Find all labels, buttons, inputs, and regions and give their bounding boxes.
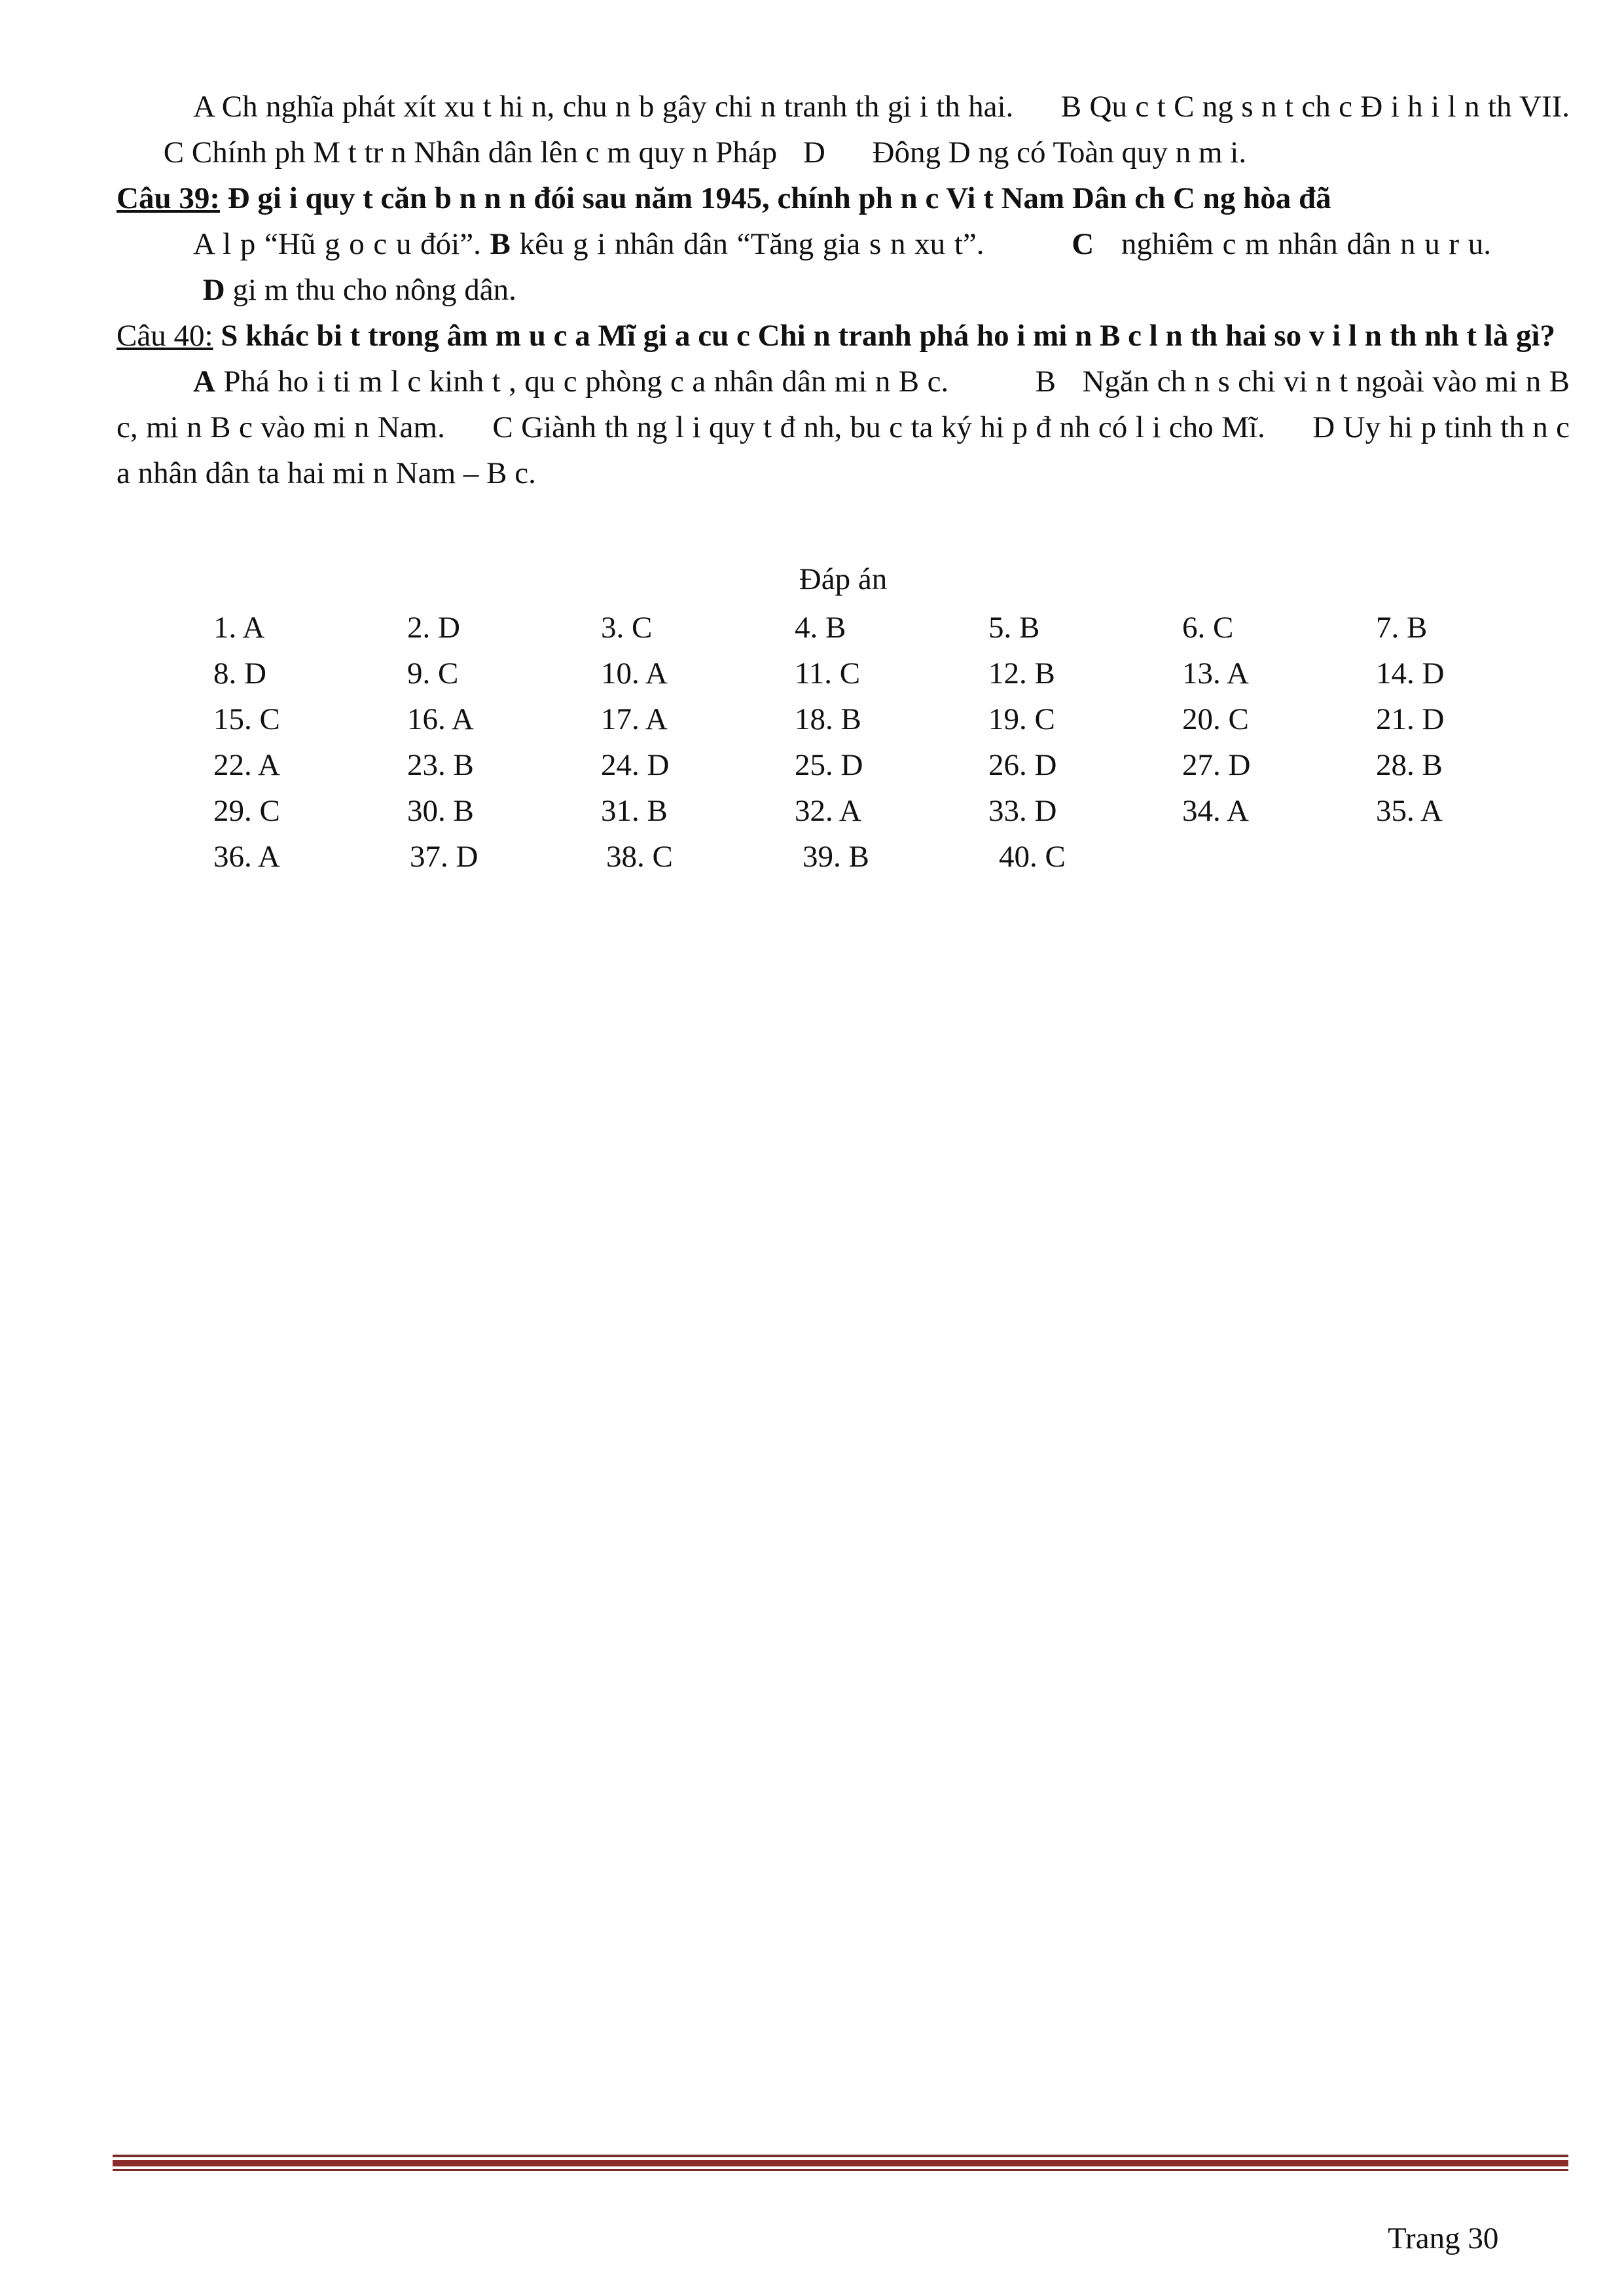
answer-row (213, 788, 1570, 834)
answer-cell: 40. C (999, 840, 1066, 874)
answer-row (213, 651, 1570, 696)
answer-cell: 18. B (795, 702, 861, 736)
q40-option-d-letter: D (1312, 410, 1335, 444)
answer-cell: 22. A (213, 748, 280, 782)
answer-cell: 10. A (601, 656, 668, 691)
answer-cell: 26. D (988, 748, 1057, 782)
answer-cell: 15. C (213, 702, 280, 736)
q39-option-b-text: kêu g i nhân dân “Tăng gia s n xu t”. (519, 227, 984, 261)
answer-cell: 16. A (407, 702, 474, 736)
question-39-text: Đ gi i quy t căn b n n n đói sau năm 1945, chính ph n c Vi t Nam Dân ch C ng hòa đã (227, 181, 1331, 215)
answer-cell: 9. C (407, 656, 459, 691)
answer-cell: 37. D (410, 840, 478, 874)
answer-cell: 24. D (601, 748, 670, 782)
answer-cell: 8. D (213, 656, 266, 691)
q38-option-d-letter: D (803, 135, 825, 170)
answer-cell: 2. D (407, 611, 460, 645)
question-39-number: Câu 39: (117, 181, 220, 215)
q40-option-d-text: Uy hi p tinh th n c a nhân dân ta hai mi n Nam – B c. (117, 410, 1570, 490)
answer-cell: 20. C (1182, 702, 1249, 736)
q39-option-d-letter: D (202, 273, 225, 307)
q38-option-a-text: Ch nghĩa phát xít xu t hi n, chu n b gây chi n tranh th gi i th hai. (221, 90, 1014, 124)
answer-cell: 7. B (1376, 611, 1428, 645)
answer-cell: 11. C (795, 656, 861, 691)
answer-cell: 13. A (1182, 656, 1249, 691)
q40-option-a-text: Phá ho i ti m l c kinh t , qu c phòng c a nhân dân mi n B c. (223, 365, 949, 399)
answer-cell: 31. B (601, 794, 668, 828)
answers-title: Đáp án (799, 562, 888, 596)
answer-row (213, 696, 1570, 742)
footer-rule (113, 2155, 1568, 2171)
answer-cell: 23. B (407, 748, 474, 782)
q39-option-b-letter: B (490, 227, 511, 261)
answer-cell: 19. C (988, 702, 1055, 736)
answer-cell: 14. D (1376, 656, 1445, 691)
question-40-options (117, 359, 1570, 496)
page-number: Trang 30 (1388, 2221, 1499, 2255)
q39-option-a-text: l p “Hũ g o c u đói”. (223, 227, 481, 261)
answer-cell: 36. A (213, 840, 280, 874)
q39-option-c-text: nghiêm c m nhân dân n u r u. (1121, 227, 1492, 261)
question-40 (117, 313, 1570, 359)
answer-cell: 6. C (1182, 611, 1234, 645)
answer-cell: 4. B (795, 611, 846, 645)
answer-cell: 1. A (213, 611, 265, 645)
q38-option-c-text: Chính ph M t tr n Nhân dân lên c m quy n Pháp (191, 135, 778, 170)
question-39 (117, 175, 1570, 221)
answer-row (213, 742, 1570, 788)
q38-option-c-letter: C (163, 135, 185, 170)
answer-cell: 5. B (988, 611, 1040, 645)
answer-cell: 3. C (601, 611, 653, 645)
q40-option-b-text: Ngăn ch n s chi vi n t ngoài vào mi n B c, mi n B c vào mi n Nam. (117, 365, 1570, 444)
answer-cell: 32. A (795, 794, 861, 828)
q40-option-c-letter: C (492, 410, 513, 444)
question-39-options (117, 221, 1570, 313)
question-40-text: S khác bi t trong âm m u c a Mĩ gi a cu c Chi n tranh phá ho i mi n B c l n th hai so v i l n th nh t là gì? (221, 319, 1556, 353)
question-40-number: Câu 40: (117, 319, 213, 353)
q40-option-b-letter: B (1035, 365, 1056, 399)
answer-cell: 30. B (407, 794, 474, 828)
q39-option-d-text: gi m thu cho nông dân. (232, 273, 516, 307)
q38-option-b-letter: B (1060, 90, 1082, 124)
q39-option-a-letter: A (193, 227, 214, 261)
answer-cell: 28. B (1376, 748, 1443, 782)
answer-row (213, 605, 1570, 651)
answer-cell: 21. D (1376, 702, 1445, 736)
answer-cell: 34. A (1182, 794, 1249, 828)
answer-cell: 39. B (803, 840, 869, 874)
q38-option-d-text: Đông D ng có Toàn quy n m i. (872, 135, 1247, 170)
answer-cell: 12. B (988, 656, 1055, 691)
page-content (117, 84, 1570, 880)
q40-option-a-letter: A (193, 365, 215, 399)
answer-cell: 38. C (606, 840, 673, 874)
answer-cell: 33. D (988, 794, 1057, 828)
answer-cell: 35. A (1376, 794, 1443, 828)
q38-option-a-letter: A (193, 90, 214, 124)
q39-option-c-letter: C (1072, 227, 1094, 261)
answer-row (213, 834, 1570, 880)
q40-option-c-text: Giành th ng l i quy t đ nh, bu c ta ký hi p đ nh có l i cho Mĩ. (521, 410, 1265, 444)
answer-cell: 27. D (1182, 748, 1251, 782)
answer-cell: 25. D (795, 748, 863, 782)
answer-cell: 17. A (601, 702, 668, 736)
answer-cell: 29. C (213, 794, 280, 828)
answer-key-table (213, 605, 1570, 880)
question-38-options (117, 84, 1570, 175)
q38-option-b-text: Qu c t C ng s n t ch c Đ i h i l n th VII. (1089, 90, 1570, 124)
